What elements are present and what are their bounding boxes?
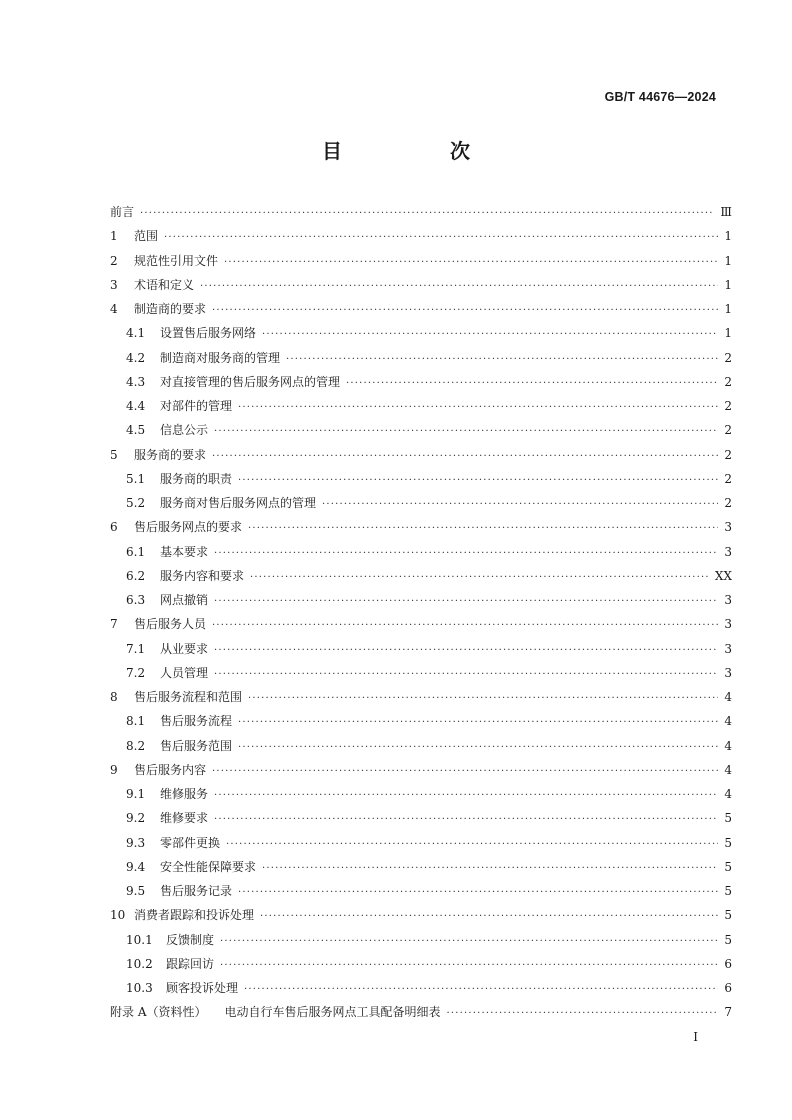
toc-entry-label: 前言 xyxy=(110,205,135,219)
toc-entry-number: 7 xyxy=(110,617,118,632)
dot-leader xyxy=(238,881,718,905)
toc-entry[interactable] xyxy=(110,540,732,564)
toc-entry-number: 4.1 xyxy=(126,326,146,341)
toc-entry[interactable] xyxy=(110,224,732,248)
toc-entry[interactable] xyxy=(110,443,732,467)
dot-leader xyxy=(212,299,718,323)
dot-leader xyxy=(262,323,718,347)
toc-entry-page: 3 xyxy=(724,617,732,632)
toc-entry-page: 2 xyxy=(724,471,732,486)
toc-entry-page: Ⅲ xyxy=(720,205,732,219)
toc-entry-number: 2 xyxy=(110,253,118,268)
toc-entry-label: 售后服务流程和范围 xyxy=(134,690,243,704)
dot-leader xyxy=(200,275,718,299)
toc-entry-page: 4 xyxy=(724,787,732,801)
toc-entry-page: 5 xyxy=(724,835,732,850)
toc-entry-label: 范围 xyxy=(134,229,159,244)
toc-entry-number: 9.3 xyxy=(126,835,146,850)
toc-entry-number: 6.3 xyxy=(126,593,146,607)
toc-entry-page: 6 xyxy=(724,956,732,971)
toc-entry-number: 10 xyxy=(110,908,126,923)
toc-entry[interactable] xyxy=(110,394,732,418)
toc-entry[interactable] xyxy=(110,831,732,855)
dot-leader xyxy=(214,542,718,566)
toc-entry-page: XX xyxy=(714,568,732,583)
toc-entry-page: 1 xyxy=(724,302,732,316)
toc-entry-page: 3 xyxy=(724,544,732,559)
dot-leader xyxy=(322,493,718,517)
toc-entry-label: 信息公示 xyxy=(160,423,209,438)
toc-entry-label: 电动自行车售后服务网点工具配备明细表 xyxy=(224,1005,441,1020)
toc-entry-number: 4.2 xyxy=(126,350,146,365)
toc-entry-number: 6 xyxy=(110,520,118,535)
toc-entry-label: 制造商的要求 xyxy=(134,302,207,316)
toc-entry-number: 8.2 xyxy=(126,738,146,753)
toc-entry-number: 8.1 xyxy=(126,714,146,729)
toc-entry-label: 规范性引用文件 xyxy=(134,253,219,268)
toc-entry-page: 2 xyxy=(724,447,732,462)
toc-entry-label: 售后服务范围 xyxy=(160,738,233,753)
toc-entry-label: 服务商的职责 xyxy=(160,471,233,486)
toc-entry[interactable] xyxy=(110,346,732,370)
toc-entry[interactable] xyxy=(110,273,732,297)
toc-entry[interactable] xyxy=(110,588,732,612)
toc-entry-label: 售后服务内容 xyxy=(134,762,207,777)
dot-leader xyxy=(164,226,718,250)
toc-entry-number: 10.2 xyxy=(126,956,153,971)
toc-entry[interactable] xyxy=(110,200,732,224)
dot-leader xyxy=(346,372,718,396)
toc-entry[interactable] xyxy=(110,709,732,733)
toc-entry-number: 10.3 xyxy=(126,981,153,995)
dot-leader xyxy=(212,614,718,638)
toc-entry-number: 9.4 xyxy=(126,859,146,874)
toc-entry-number: 5.1 xyxy=(126,471,146,486)
toc-entry[interactable] xyxy=(110,249,732,273)
toc-entry-number: 9.5 xyxy=(126,884,146,898)
page-folio: I xyxy=(693,1030,698,1044)
toc-entry-label: 网点撤销 xyxy=(160,593,209,607)
dot-leader xyxy=(214,590,718,614)
toc-entry-page: 5 xyxy=(724,811,732,826)
toc-entry-page: 6 xyxy=(724,981,732,995)
toc-entry[interactable] xyxy=(110,491,732,515)
dot-leader xyxy=(238,396,718,420)
dot-leader xyxy=(214,808,718,832)
toc-entry-number: 4.3 xyxy=(126,374,146,389)
toc-entry-number: 附录 A（资料性） xyxy=(110,1005,207,1020)
toc-entry-page: 2 xyxy=(724,423,732,438)
toc-entry-label: 对直接管理的售后服务网点的管理 xyxy=(160,374,341,389)
dot-leader xyxy=(286,348,718,372)
toc-entry[interactable] xyxy=(110,612,732,636)
toc-entry[interactable] xyxy=(110,758,732,782)
toc-entry-number: 7.1 xyxy=(126,641,146,656)
toc-entry-number: 7.2 xyxy=(126,665,146,680)
toc-entry-number: 9.1 xyxy=(126,787,146,801)
toc-entry-page: 3 xyxy=(724,593,732,607)
toc-entry[interactable] xyxy=(110,734,732,758)
toc-entry-label: 从业要求 xyxy=(160,641,209,656)
toc-entry[interactable] xyxy=(110,564,732,588)
dot-leader xyxy=(212,760,718,784)
toc-entry-label: 安全性能保障要求 xyxy=(160,859,257,874)
toc-entry-number: 6.2 xyxy=(126,568,146,583)
toc-entry-number: 9 xyxy=(110,762,118,777)
toc-entry-page: 5 xyxy=(724,908,732,923)
toc-entry-page: 5 xyxy=(724,884,732,898)
toc-entry-label: 售后服务流程 xyxy=(160,714,233,729)
toc-entry[interactable] xyxy=(110,685,732,709)
toc-entry-label: 对部件的管理 xyxy=(160,399,233,413)
toc-entry-label: 基本要求 xyxy=(160,544,209,559)
toc-entry-page: 4 xyxy=(724,714,732,729)
toc-entry-page: 1 xyxy=(724,326,732,341)
toc-entry[interactable] xyxy=(110,515,732,539)
dot-leader xyxy=(250,566,709,590)
dot-leader xyxy=(140,202,714,226)
dot-leader xyxy=(238,711,718,735)
toc-entry-label: 售后服务记录 xyxy=(160,884,233,898)
dot-leader xyxy=(260,905,718,929)
toc-entry[interactable] xyxy=(110,952,732,976)
toc-entry-number: 3 xyxy=(110,277,118,292)
toc-entry-page: 3 xyxy=(724,520,732,535)
toc-entry-label: 零部件更换 xyxy=(160,835,221,850)
toc-entry-number: 5 xyxy=(110,447,118,462)
toc-entry[interactable] xyxy=(110,903,732,927)
toc-entry[interactable] xyxy=(110,467,732,491)
toc-entry-label: 售后服务网点的要求 xyxy=(134,520,243,535)
toc-entry-label: 跟踪回访 xyxy=(166,956,215,971)
toc-entry-number: 4.4 xyxy=(126,399,146,413)
dot-leader xyxy=(214,663,718,687)
toc-entry-label: 维修服务 xyxy=(160,787,209,801)
toc-entry-page: 1 xyxy=(724,277,732,292)
toc-entry-number: 1 xyxy=(110,229,118,244)
toc-entry[interactable] xyxy=(110,928,732,952)
toc-entry[interactable] xyxy=(110,782,732,806)
toc-entry-page: 1 xyxy=(724,253,732,268)
toc-entry[interactable] xyxy=(110,661,732,685)
dot-leader xyxy=(238,736,718,760)
page-title: 目 次 xyxy=(322,139,514,163)
toc-entry-label: 顾客投诉处理 xyxy=(166,981,239,995)
toc-entry-page: 4 xyxy=(724,690,732,704)
toc-entry-label: 反馈制度 xyxy=(166,932,215,947)
toc-entry-page: 4 xyxy=(724,762,732,777)
dot-leader xyxy=(214,784,718,808)
dot-leader xyxy=(244,978,718,1002)
toc-entry-number: 4 xyxy=(110,302,118,316)
toc-entry-page: 7 xyxy=(724,1005,732,1020)
toc-entry[interactable] xyxy=(110,321,732,345)
toc-entry-page: 3 xyxy=(724,641,732,656)
toc-entry[interactable] xyxy=(110,976,732,1000)
toc-entry[interactable] xyxy=(110,637,732,661)
dot-leader xyxy=(248,687,718,711)
toc-entry-label: 制造商对服务商的管理 xyxy=(160,350,281,365)
toc-entry-number: 10.1 xyxy=(126,932,153,947)
toc-entry[interactable] xyxy=(110,879,732,903)
dot-leader xyxy=(212,445,718,469)
dot-leader xyxy=(238,469,718,493)
toc-entry-number: 4.5 xyxy=(126,423,146,438)
toc-entry-label: 消费者跟踪和投诉处理 xyxy=(134,908,255,923)
toc-entry-label: 人员管理 xyxy=(160,665,209,680)
dot-leader xyxy=(220,930,718,954)
dot-leader xyxy=(248,517,718,541)
dot-leader xyxy=(214,420,718,444)
toc-entry[interactable] xyxy=(110,855,732,879)
toc-entry-page: 2 xyxy=(724,399,732,413)
dot-leader xyxy=(224,251,718,275)
toc-entry-label: 术语和定义 xyxy=(134,277,195,292)
toc-entry-page: 4 xyxy=(724,738,732,753)
toc-entry-page: 5 xyxy=(724,932,732,947)
toc-entry-page: 3 xyxy=(724,665,732,680)
toc-entry-number: 8 xyxy=(110,690,118,704)
toc-entry-label: 售后服务人员 xyxy=(134,617,207,632)
toc-entry-label: 服务商对售后服务网点的管理 xyxy=(160,496,317,510)
dot-leader xyxy=(214,639,718,663)
table-of-contents xyxy=(110,200,732,1025)
dot-leader xyxy=(447,1002,719,1026)
standard-code: GB/T 44676—2024 xyxy=(604,90,716,104)
toc-entry-page: 2 xyxy=(724,496,732,510)
toc-entry[interactable] xyxy=(110,1000,732,1024)
toc-entry[interactable] xyxy=(110,806,732,830)
toc-entry-number: 5.2 xyxy=(126,496,146,510)
toc-entry[interactable] xyxy=(110,370,732,394)
dot-leader xyxy=(262,857,718,881)
dot-leader xyxy=(220,954,718,978)
toc-entry-page: 2 xyxy=(724,374,732,389)
toc-entry-label: 维修要求 xyxy=(160,811,209,826)
toc-entry-number: 6.1 xyxy=(126,544,146,559)
toc-entry[interactable] xyxy=(110,297,732,321)
toc-entry-label: 设置售后服务网络 xyxy=(160,326,257,341)
toc-entry-label: 服务内容和要求 xyxy=(160,568,245,583)
dot-leader xyxy=(226,833,718,857)
toc-entry-page: 5 xyxy=(724,859,732,874)
toc-entry-label: 服务商的要求 xyxy=(134,447,207,462)
toc-entry-number: 9.2 xyxy=(126,811,146,826)
toc-entry-page: 1 xyxy=(724,229,732,244)
toc-entry-page: 2 xyxy=(724,350,732,365)
toc-entry[interactable] xyxy=(110,418,732,442)
